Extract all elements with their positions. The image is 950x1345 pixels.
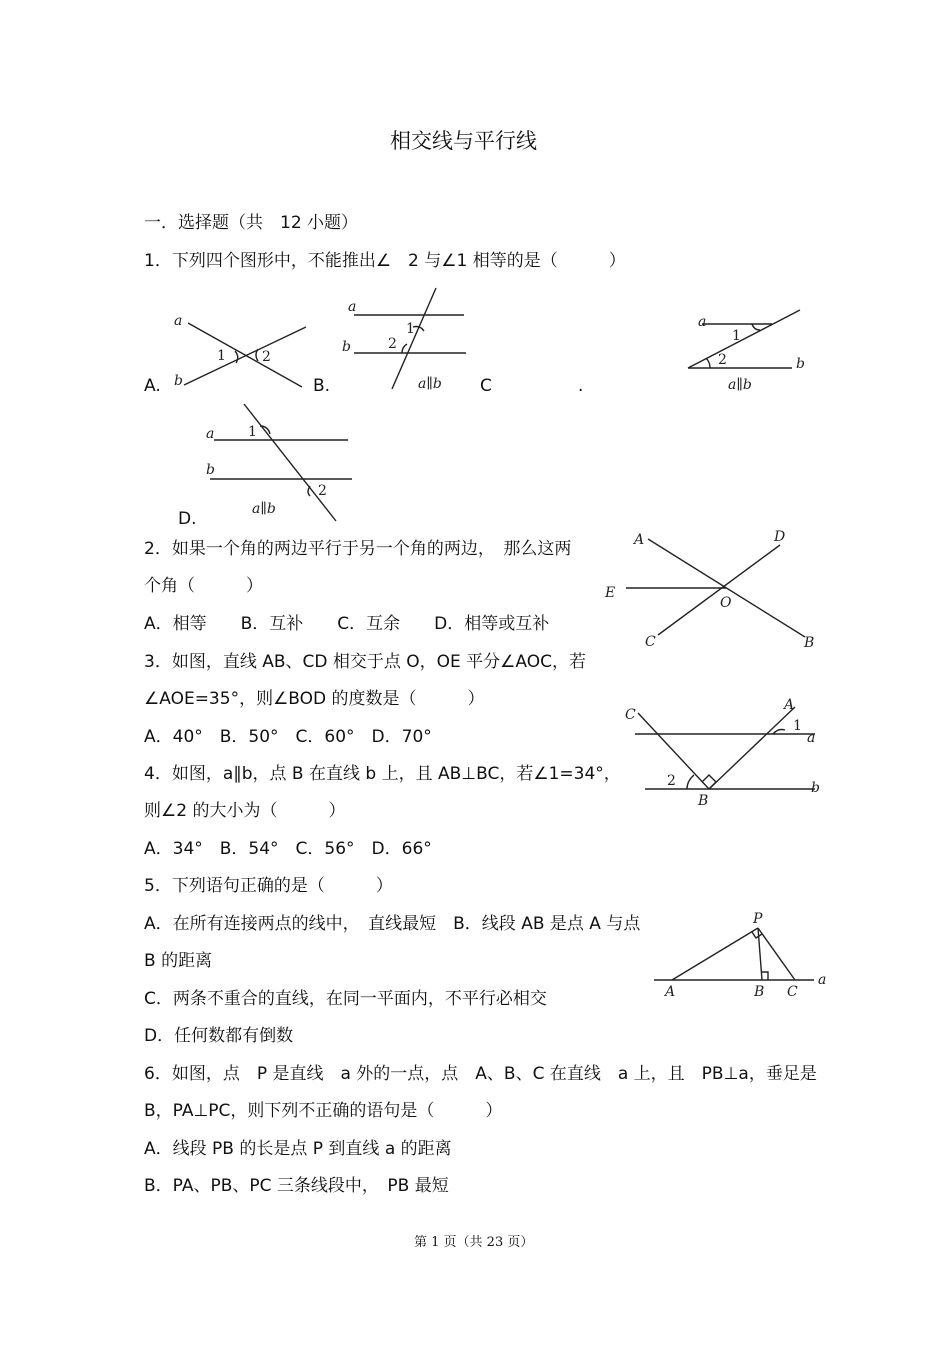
q1-option-c: C — [480, 376, 492, 396]
page-footer: 第 1 页（共 23 页） — [414, 1235, 534, 1250]
question-5-option-c: C．两条不重合的直线，在同一平面内，不平行必相交 — [144, 989, 547, 1009]
question-4-stem-line2: 则∠2 的大小为（ ） — [144, 801, 346, 821]
q3-label-d: D — [774, 529, 786, 545]
q6-label-c-point: C — [787, 984, 798, 1000]
q3-figure-lines-ab-cd — [600, 525, 825, 650]
question-6-stem-line1: 6．如图，点 P 是直线 a 外的一点，点 A、B、C 在直线 a 上，且 PB⊥a，垂足是 — [144, 1064, 817, 1084]
question-5-option-ab-line1: A．在所有连接两点的线中， 直线最短 B．线段 AB 是点 A 与点 — [144, 914, 641, 934]
q1c-label-b: b — [796, 356, 805, 372]
question-2-stem-line2: 个角（ ） — [144, 576, 263, 596]
q3-label-a: A — [634, 532, 645, 548]
q1b-label-parallel: a∥b — [418, 376, 442, 392]
q1b-label-a: a — [348, 299, 357, 315]
q1a-label-2: 2 — [262, 349, 271, 365]
q4-label-a-point: A — [784, 697, 795, 713]
q3-label-c: C — [645, 634, 656, 650]
q1b-label-2: 2 — [388, 336, 397, 352]
q1c-label-2: 2 — [718, 352, 727, 368]
q1c-label-1: 1 — [732, 328, 741, 344]
q1-option-d: D. — [178, 509, 197, 529]
q3-label-b: B — [804, 635, 815, 651]
question-5-option-ab-line2: B 的距离 — [144, 951, 213, 971]
q1b-label-b: b — [342, 339, 351, 355]
q1-figure-a — [170, 305, 315, 395]
q4-label-line-a: a — [807, 730, 816, 746]
question-4-options: A．34° B．54° C．56° D．66° — [144, 839, 432, 859]
q1b-label-1: 1 — [406, 321, 415, 337]
q4-label-2: 2 — [667, 773, 676, 789]
q1d-label-parallel: a∥b — [252, 501, 276, 517]
q1a-label-b: b — [174, 373, 183, 389]
q1-figure-d — [200, 400, 360, 525]
question-5-option-d: D．任何数都有倒数 — [144, 1026, 294, 1046]
q1d-label-a: a — [206, 426, 215, 442]
q1-figure-b — [340, 285, 475, 395]
question-2-stem-line1: 2．如果一个角的两边平行于另一个角的两边， 那么这两 — [144, 539, 572, 559]
q6-figure-point-p — [650, 910, 835, 1000]
q4-figure-parallel-ab — [615, 695, 830, 810]
q1c-label-a: a — [698, 314, 707, 330]
q6-label-a-point: A — [665, 984, 676, 1000]
question-4-stem-line1: 4．如图，a∥b，点 B 在直线 b 上，且 AB⊥BC，若∠1=34°， — [144, 764, 621, 784]
q1c-label-parallel: a∥b — [728, 377, 752, 393]
q1d-label-b: b — [206, 462, 215, 478]
section-heading: 一．选择题（共 12 小题） — [144, 213, 359, 233]
question-2-options: A．相等 B．互补 C．互余 D．相等或互补 — [144, 614, 550, 634]
q1a-label-1: 1 — [217, 348, 226, 364]
q3-label-o: O — [720, 595, 732, 611]
question-1-stem: 1．下列四个图形中，不能推出∠ 2 与∠1 相等的是（ ） — [144, 251, 626, 271]
q4-label-c: C — [625, 707, 636, 723]
question-6-option-b: B．PA、PB、PC 三条线段中， PB 最短 — [144, 1176, 449, 1196]
q6-label-b-point: B — [754, 984, 765, 1000]
q4-label-1: 1 — [793, 718, 802, 734]
q3-label-e: E — [605, 585, 616, 601]
question-3-stem-line2: ∠AOE=35°，则∠BOD 的度数是（ ） — [144, 689, 485, 709]
q4-label-b-point: B — [698, 793, 709, 809]
question-6-option-a: A．线段 PB 的长是点 P 到直线 a 的距离 — [144, 1139, 452, 1159]
question-3-options: A．40° B．50° C．60° D．70° — [144, 727, 432, 747]
q6-label-line-a: a — [818, 972, 827, 988]
q1-option-b: B. — [313, 376, 331, 396]
q4-label-line-b: b — [811, 780, 820, 796]
q6-label-p: P — [753, 911, 763, 927]
q1-option-a: A. — [144, 376, 161, 396]
question-5-stem: 5．下列语句正确的是（ ） — [144, 876, 393, 896]
q1a-label-a: a — [174, 313, 183, 329]
question-6-stem-line2: B，PA⊥PC，则下列不正确的语句是（ ） — [144, 1101, 503, 1121]
question-3-stem-line1: 3．如图，直线 AB、CD 相交于点 O，OE 平分∠AOC，若 — [144, 652, 587, 672]
q1d-label-2: 2 — [318, 483, 327, 499]
page-title: 相交线与平行线 — [390, 129, 537, 153]
q1-option-c-dot: . — [578, 376, 584, 396]
q1d-label-1: 1 — [248, 424, 257, 440]
q1-figure-c — [680, 300, 810, 395]
